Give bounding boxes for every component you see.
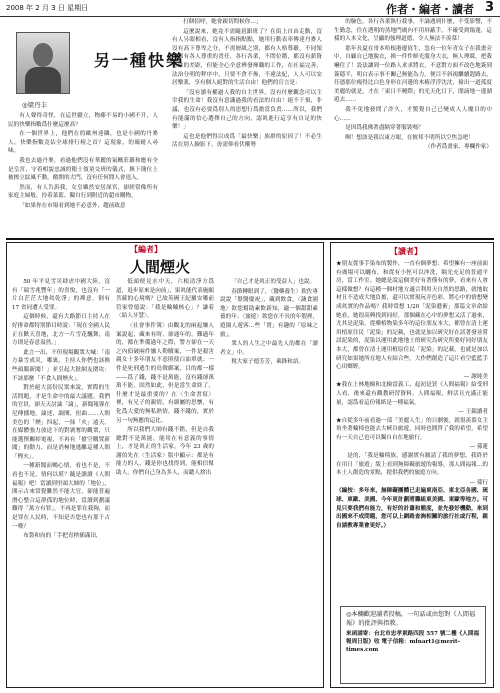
letter-signature: — 孫行 bbox=[469, 479, 488, 486]
reader-letters bbox=[336, 260, 488, 602]
notice-invitation: ◎本欄歡迎讀者投稿，一句話或由您對《人間福報》的批評與指教。 bbox=[346, 611, 476, 627]
section-title: 作者・編者・讀者 bbox=[386, 3, 474, 16]
paragraph: 〈社會事件簿〉由觀北的兩起嫌人案說起，藏來有時，卻通年的，難過年的，都在準備過年之際，警方卻在一天之內偵破兩件嫌人勒贖案，一件是殺害親女十多年朋友不惡照使白油單就；一件是死刑逃生的鳥徵綁案，目的都一樣——爲了錢，錢不是萬能，沒有錢卻萬萬不能，固然如此，但是當生命終了，什麼才是最重要的？在〈生命書寫〉裡，有兄子的親情，有細屬的思懷，有化爲大愛的無私熟情，錢不錢的，實於另一句無應的這比。 bbox=[116, 322, 214, 424]
paragraph: 然而，有人告訴我，女皇雖然安居深宮，卻經常像所有家庭主婦般，拎着菜籃，獨自行到附近的超市購物。 bbox=[8, 184, 158, 200]
article-author: ◎梁丹丰 bbox=[22, 101, 48, 109]
reader-tag: 【讀者】 bbox=[390, 246, 422, 256]
paragraph: 布袋和尙的「手把青秧插滿田， bbox=[23, 533, 102, 540]
author-portrait-photo bbox=[16, 32, 70, 94]
page-number: 3 bbox=[484, 0, 494, 15]
paragraph: 這麼說來，她竟不需隨扈跟班了？在街上自由走動，沒有人另眼相看，沒有人指指點點，她用行動表率傳達丹麥人沒有高下尊卑之分，不需層級之別，都有人格尊嚴，不同領域都有各人尊重的責任，各行各業，不問位階，都沒有薪資懸殊的差距，但能全心全意辨發揮職的工作，在社福完善，法治分明的秤序中，只要不貪不佈，不違法紀，人人可以安居樂業，享有個人絕對的生活自由！他們的宣言是： bbox=[172, 28, 322, 87]
submission-notice bbox=[340, 606, 486, 684]
issue-date: 2008 年 2 月 3 日 星期日 bbox=[6, 4, 89, 12]
article-column-1 bbox=[8, 112, 158, 234]
paragraph: 我不免地發問了許久，才驚覺自己已變成人人魔目的中心…… bbox=[334, 106, 492, 122]
editor-title: 人間煙火 bbox=[130, 258, 191, 276]
letter-text: 是的，「我是輪椅族，感謝實有願請了我的夢想，我終於在用日「旅遊」版上看到無障礙旅遊的報導，那人間福報…的本土人創造的景點，提供我們的旅遊方向。 bbox=[336, 453, 488, 477]
paragraph: 這也是他們得以成爲「最快樂」族群的原因了！不必生活在別人臉影下，毋需仰看伏權勢 bbox=[172, 133, 322, 149]
paragraph: 「沒有讀有權過人我的自主世界，沒有付麼觀念可以主宰我的生命！我沒有意識過我的看法的自由！絕不干預，非議，也沒有必要爲別人的思想行爲擔當負責……所以，我們有能滿的信心選擇自己的方向，認眞進行這享有自足的快樂！」 bbox=[172, 89, 322, 131]
author-credit: （作者爲畫家、專欄作家） bbox=[424, 144, 492, 151]
editor-tag: 【編者】 bbox=[130, 244, 162, 254]
paragraph: 所以我們大師有錢不錯，但是自我總對不是萬能，能用在有意義的事情上，才是眞正的生活家，今年 23 歲的謝伯先在〈生活家〉版中顯示：都是有能力的人，錢是你也找得到，能相信幫助人，你們自己身為多人，而聽人捨出 bbox=[116, 427, 214, 477]
paragraph: 在一個世界上，他們在的歐州達隣，也是小國的丹麥人，快樂指數竟佔全球排行榜之首？這現象，的確耐人尋味。 bbox=[8, 131, 158, 155]
portrait-face bbox=[33, 43, 53, 67]
paragraph: 衆人的人生之中最先人的都在「讀者文」中。 bbox=[220, 341, 318, 356]
letter-signature: — 王銀讀者 bbox=[458, 409, 488, 416]
letter-signature: — 孫蓮 bbox=[469, 444, 488, 451]
paragraph: 此言一出，不但現場觀衆大喊：「南方暴雪成災，哪裏，主持人你們也該換些頭腦新聞！」並引起大批網友圍攻：不該那麼「不食人間煙火」。 bbox=[12, 349, 110, 382]
paragraph: 50 年平見雪災肆虐中國大陸，沒有「瑞雪兆豐年」的喜悅，也沒有「一片白茫茫大地眞乾淨」的禪意，倒有 17 省同遭人受罪。 bbox=[12, 279, 110, 311]
paragraph: 那年長夏在哥本哈根港邊寫生，忽有一位年青女子在我畫旁中，自顧自已地脫衣，換一件件鮮光服身大衣，無人理睬，把我嚇住了！設法讓到一位路人求求將衣，不意對方面不改色地簽到簽隱半，明白表示事不關己無能為力，便目不斜視繼續趕路去，任憑那位瘦得比白色身形在河邊的木椿浮浮沈沈，撞出一道孤度美麗的就是，才在「東日不曉際」的光天化日下，閒滴地一邊湖遊去…… bbox=[334, 45, 492, 104]
notice-address: 來函請寄：台北市忠孝東路四段 557 號二樓《人間福報周日版》收 電子信箱：mfnart1@merit-times.com bbox=[346, 631, 480, 653]
paragraph: 我也去過丹麥，看過他們沒有華麗的氣概莊嚴和應有全是皇宮，守着相貌忠誠的衛士領童交班的儀式，換下簡位上被擦立紋風不動，敞開的大門，沒有任何閒人會退入。 bbox=[8, 157, 158, 182]
paragraph: 這個時候，還有大路節日主持人在好排命都特別節目時說：「現在全國人民正在歡天喜地，北方一片雪花飄舞，南方則是春意盎然。」 bbox=[12, 314, 110, 347]
article-column-3 bbox=[334, 18, 492, 234]
paragraph: 稅大家子德芳芳，乘鋒和語。 bbox=[231, 359, 304, 366]
paragraph: 是因爲我佛著盡隔穿著服裝嗎？ bbox=[345, 125, 424, 132]
section-divider bbox=[6, 238, 494, 240]
letter-text: ★自從多年前看過一部「美麗人生」的日劇後，就很羨慕女主角坐著輪椅也能去大峽谷旅遊，同時也開啓了我的希望，希望有一天自己也可以獨自自在地旅行。 bbox=[336, 417, 488, 441]
portrait-body bbox=[25, 67, 61, 93]
paragraph: 「自己才是眞正的受益人」也說。 bbox=[231, 279, 316, 285]
article-column-2 bbox=[172, 18, 322, 234]
paragraph: 「如果你在市場看到她不必意外，趨前致意 bbox=[19, 202, 126, 209]
paragraph: 低頭便見水中天，六根清淨方爲道，退步原來是向前」，果眞能代表施願菩薩的心境嗎？已故英國王紀羅安哪前管家曾憶說：「我是輪輪核心」？謙着〈給人牙慧〉。 bbox=[116, 279, 214, 320]
letter-text: ★我在土林地檢和北檢當義工，起初是買《人間福報》給受刑人看，後來還有觀教研習資料，人間福報，鮮活且充滿正能量，認爲看這份報紙是一種福氣。 bbox=[336, 382, 488, 406]
editor-column-1 bbox=[12, 278, 110, 684]
paragraph: 春節轉眼到了，〈醫藥養生〉欽佐專說說「盤醫慶祝」，藏到飲食，〈蔬食園地〉欽您幫助素飲新知，適一個甜甜素養的年；〈旅遊〉欽您在不長的年假裡，遊園人遊客…些「賣」有趣的「原味之旅」。 bbox=[220, 288, 318, 338]
letter-text: ★朋友從事手染布的製作，一直有個夢想：希望擁有一座前面有廣場可以曬布，和從有小徑可以沖洗，隔光充足的普通平房，當工作室。她總是說這個美好有著僅有的夢，看來有人會這樣做想？有這種一個村地方適合利用天自然的思路，就地取材且不造成大地負擔，還可以實現玩弄色彩，將心中的情想變成眞實的作品嗎？我時常想 1/20「泥染藝術」那篇文章命給她看，她很高興找到同好，那個藏在心中的夢想又活了過來，尤其是泥染，從藥植物染多年的這位朋友本大，都曾在清土運用植原住民「泥染」的記載，也就是加以研究好在試著發並嘗試泥染的，泥染以運用此地地土的研究為研究所要好同好朋友本大，都曾在清土運用植原住民「泥染」的記載，也就是加以研究如果她所在地人有結合些，大作們創造了這片看空藍藍手心田鄉野。 bbox=[336, 261, 488, 371]
article-title: 另一種快樂 bbox=[94, 51, 185, 70]
paragraph: 啊！想該是我以東方眼，在彼邦不明所以空焦急吧！ bbox=[345, 134, 474, 141]
letter-signature: — 謝純美 bbox=[463, 373, 488, 380]
editor-note: （編按：多年來，無障礙團體已走遍東南亞、東北亞各國、琉球、東歐、美國、今年更計劃將籌組東美國、東歐等地方。可見只要我們有能力，有好的計畫和態度，並先發好機動，來到出國來不成問題，您可以上網路查詢相關的旅行社或行程，親自請教專業會更好。） bbox=[336, 488, 488, 529]
paragraph: 對於絕大部份民衆來說，實際的生活問題，才是生命中的最大議題。我們的官員，卻天天討論「論」，新聞報導在尼傳播地，論述，調閱，扭曲……人間美色的「煙」四起，一抹「火」遠天。在媒體強力放送下的對剝奪的觀衆，只能選擇關掉電視，不再有「搶空購置新聞」的動力，而是消極地逃離這種人間「煙火」。 bbox=[12, 385, 110, 460]
paragraph: 一種新聞而暢心情，看也不是，不看也不是，情何以堪？隨是讀讀《人間福報》吧！當讀到里頭大師的「地位」，開示古來常覺難然不能大官，卻能普遍潛心整合這群孤的地位時，當讀到劃議難得「萬方有罪」，不再是罪在我夠，而是罪在人民時，不知是否您也有那千古一嘆？ bbox=[12, 463, 110, 530]
paragraph: 打個招呼，她會親切問候你…」 bbox=[183, 19, 262, 25]
paragraph: 有人聲得奇怪，在這世疆立，物藤不易的小國不升，人民的快樂指數爲什麼這麼高？ bbox=[8, 113, 158, 128]
editor-column-3 bbox=[220, 278, 318, 684]
editor-column-2 bbox=[116, 278, 214, 684]
paragraph: 的臉色，各行各業執行我事，不論遇到什麼，不受影響，不生勤念，住在透明的蒸地門廣內不用屏蔽手，不確受到傷蓬，這樣的人本文化，呈顯的強理道德，令人無法不羨慕！ bbox=[334, 19, 492, 43]
